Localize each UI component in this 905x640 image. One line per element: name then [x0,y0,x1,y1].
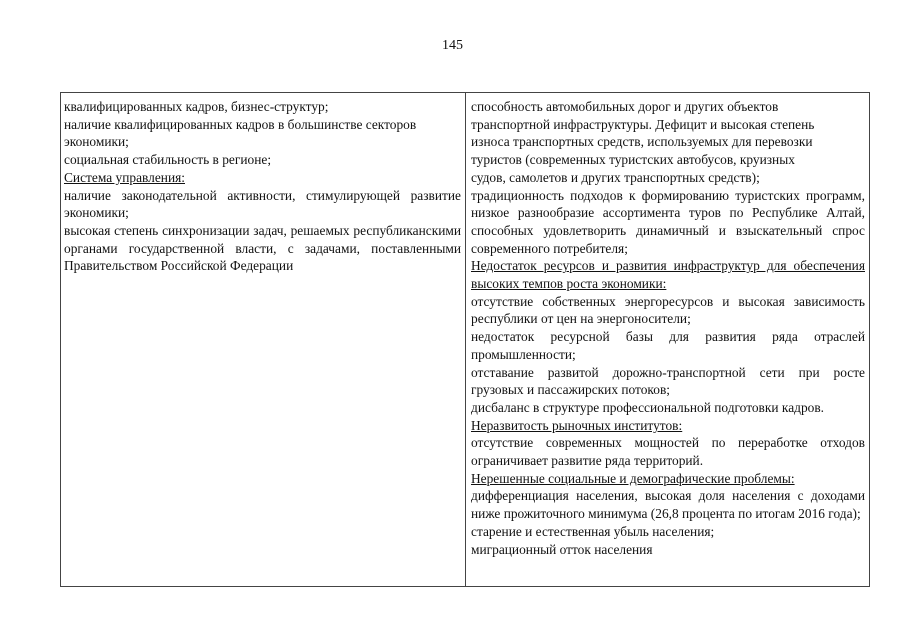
text-line: способность автомобильных дорог и других объектов [471,99,779,114]
text-line: наличие квалифицированных кадров в большинстве секторов [64,116,417,132]
page-number: 145 [442,38,463,53]
text-paragraph: дифференциация населения, высокая доля населения с доходами ниже прожиточного минимума (26,8 процента по итогам 2016 года); [471,488,865,522]
text-paragraph: дисбаланс в структуре профессиональной подготовки кадров. [471,399,825,415]
text-line: социальная стабильность в регионе; [64,152,272,168]
table-cell-strengths [61,93,466,586]
text-paragraph: отсутствие современных мощностей по переработке отходов ограничивает развитие ряда территорий. [471,435,865,469]
text-line: износа транспортных средств, используемых для перевозки [471,134,813,150]
text-paragraph: высокая степень синхронизации задач, решаемых республиканскими органами государственной власти, с задачами, поставленными Правительством Российской Федерации [64,222,461,274]
text-paragraph: отсутствие собственных энергоресурсов и высокая зависимость республики от цен на энергоносители; [471,293,865,327]
text-line: экономики; [64,134,129,150]
text-line: квалифицированных кадров, бизнес-структур; [64,99,329,114]
text-line: старение и естественная убыль населения; [471,523,715,539]
text-paragraph: традиционность подходов к формированию туристских программ, низкое разнообразие ассортимента туров по Республике Алтай, способных удовлетворить динамичный и взыскательный спрос современного потребителя; [471,187,865,256]
section-heading: Недостаток ресурсов и развития инфраструктур для обеспечения высоких темпов роста экономики: [471,258,865,292]
document-table [60,92,870,587]
table-cell-weaknesses [466,93,869,586]
section-heading: Система управления: [64,169,185,185]
text-paragraph: отставание развитой дорожно-транспортной сети при росте грузовых и пассажирских потоков; [471,364,865,398]
text-line: судов, самолетов и других транспортных средств); [471,169,760,185]
text-paragraph: недостаток ресурсной базы для развития ряда отраслей промышленности; [471,329,865,362]
text-line: транспортной инфраструктуры. Дефицит и высокая степень [471,116,815,132]
section-heading: Нерешенные социальные и демографические проблемы: [471,470,795,486]
text-line: миграционный отток населения [471,541,653,557]
section-heading: Неразвитость рыночных институтов: [471,417,683,433]
text-paragraph: наличие законодательной активности, стимулирующей развитие экономики; [64,187,461,221]
text-line: туристов (современных туристских автобусов, круизных [471,152,795,168]
